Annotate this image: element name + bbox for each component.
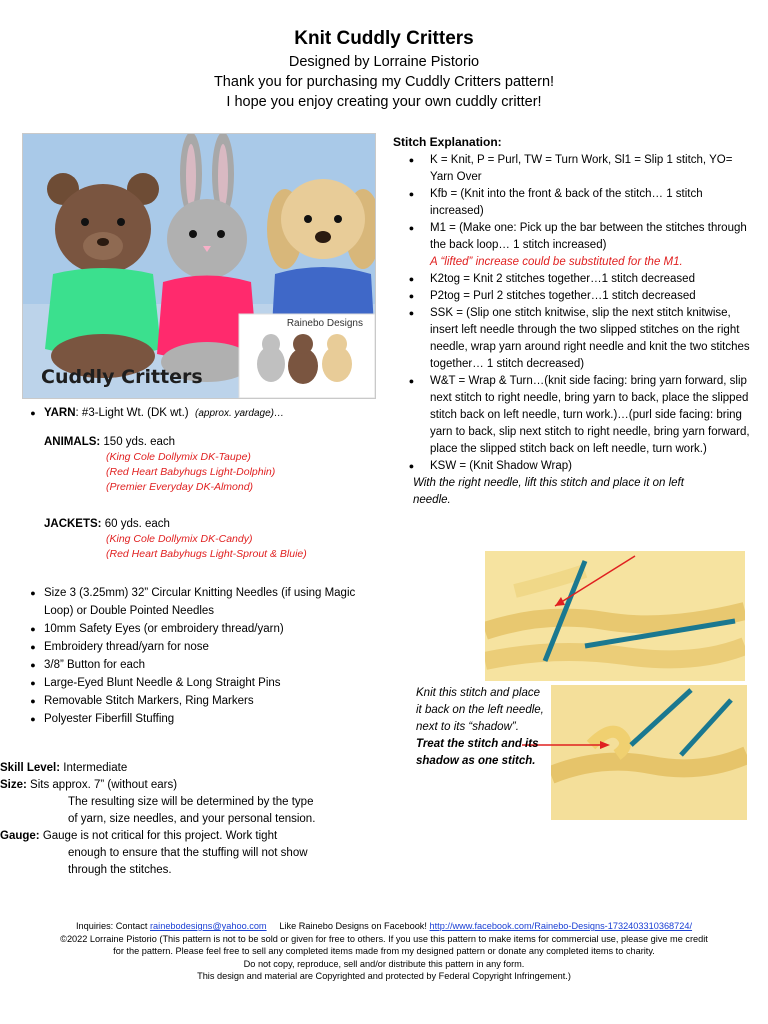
list-item: ● W&T = Wrap & Turn…(knit side facing: bring yarn forward, slip next stitch to right needle, bring yarn to back, place the slipped stitch back on left needle, turn work.)…(purl side facing: bring yarn to back, slip next stitch to right needle, bring yarn forward, place the slipped stitch back on left needle, turn work.)	[393, 373, 753, 458]
list-item: ● KSW = (Knit Shadow Wrap)	[393, 458, 753, 475]
size-note: The resulting size will be determined by the type	[68, 796, 314, 808]
skill-block	[0, 760, 378, 879]
gauge-note: through the stitches.	[68, 864, 172, 876]
yarn-line	[22, 407, 378, 419]
jackets-option: (Red Heart Babyhugs Light-Sprout & Bluie)	[106, 548, 307, 560]
knit-photo-shadow	[551, 685, 747, 820]
jackets-option: (King Cole Dollymix DK-Candy)	[106, 533, 253, 545]
bullet-icon: ●	[408, 308, 415, 318]
bullet-icon: ●	[408, 189, 415, 199]
list-item: ● Embroidery thread/yarn for nose	[22, 638, 378, 656]
stitch-list	[393, 152, 753, 475]
copyright-line: ©2022 Lorraine Pistorio (This pattern is not to be sold or given for free to others. If you use this pattern to make items for commercial use, please give me credit	[60, 933, 708, 944]
list-item: ● Polyester Fiberfill Stuffing	[22, 710, 378, 728]
header	[0, 26, 768, 112]
list-item: ● Large-Eyed Blunt Needle & Long Straight Pins	[22, 674, 378, 692]
animals-option: (King Cole Dollymix DK-Taupe)	[106, 451, 251, 463]
bullet-icon: ●	[408, 461, 415, 471]
footer	[0, 920, 768, 983]
jackets-label: JACKETS:	[44, 518, 102, 530]
list-item: ● 3/8” Button for each	[22, 656, 378, 674]
left-column	[0, 133, 378, 879]
inset-label: Rainebo Designs	[286, 318, 363, 329]
knit-note-bold: Treat the stitch and its shadow as one stitch.	[416, 738, 539, 767]
yarn-note: (approx. yardage)…	[195, 408, 284, 419]
bullet-icon: ●	[30, 660, 36, 670]
copyright-line: Do not copy, reproduce, sell and/or distribute this pattern in any form.	[243, 958, 525, 969]
size-label: Size:	[0, 779, 27, 791]
thanks-line: Thank you for purchasing my Cuddly Critters pattern!	[213, 74, 555, 90]
bullet-icon: ●	[408, 223, 415, 233]
list-item: ● SSK = (Slip one stitch knitwise, slip the next stitch knitwise, insert left needle through the two slipped stitches on the right needle, wrap yarn around right needle and knit the two stitches together… 1 stitch decreased)	[393, 305, 753, 373]
inquiries-text: Inquiries: Contact	[75, 921, 150, 931]
gauge-value: Gauge is not critical for this project. Work tight	[39, 830, 278, 842]
bullet-icon: ●	[408, 291, 415, 301]
copyright-line: This design and material are Copyrighted and protected by Federal Copyright Infringement.)	[197, 971, 571, 981]
animals-option: (Red Heart Babyhugs Light-Dolphin)	[106, 466, 276, 478]
list-item: ● 10mm Safety Eyes (or embroidery thread/yarn)	[22, 620, 378, 638]
bullet-icon: ●	[30, 642, 36, 652]
list-item: ● K2tog = Knit 2 stitches together…1 stitch decreased	[393, 271, 753, 288]
bullet-icon: ●	[30, 408, 36, 418]
yarn-text: : #3-Light Wt. (DK wt.)	[75, 407, 189, 419]
bullet-icon: ●	[30, 678, 36, 688]
animals-block	[22, 435, 378, 495]
knit-photo-lift	[485, 551, 745, 681]
photo-caption: Cuddly Critters	[41, 366, 203, 388]
animals-label: ANIMALS:	[44, 436, 101, 448]
bullet-icon: ●	[30, 696, 36, 706]
skill-level: Intermediate	[60, 762, 128, 774]
bullet-icon: ●	[408, 155, 415, 165]
animals-amount: 150 yds. each	[100, 436, 176, 448]
facebook-text: Like Rainebo Designs on Facebook!	[266, 921, 430, 931]
copyright-line: for the pattern. Please feel free to sell any completed items made from my designed pattern or donate any completed items to charity.	[113, 946, 655, 956]
right-column	[393, 134, 753, 509]
bullet-icon: ●	[408, 274, 415, 284]
bullet-icon: ●	[30, 624, 36, 634]
ksw-note: With the right needle, lift this stitch and place it on left needle.	[413, 477, 684, 506]
stitch-heading: Stitch Explanation:	[393, 135, 502, 149]
gauge-label: Gauge:	[0, 830, 40, 842]
size-value: Sits approx. 7” (without ears)	[26, 779, 178, 791]
facebook-link[interactable]: http://www.facebook.com/Rainebo-Designs-1732403310368724/	[429, 921, 693, 931]
bullet-icon: ●	[30, 714, 36, 724]
knit-note-text: Knit this stitch and place it back on the left needle, next to its “shadow”.	[416, 687, 544, 733]
critters-illustration	[23, 134, 376, 399]
gauge-note: enough to ensure that the stuffing will not show	[68, 847, 308, 859]
list-item: ● Removable Stitch Markers, Ring Markers	[22, 692, 378, 710]
list-item: ● Kfb = (Knit into the front & back of the stitch… 1 stitch increased)	[393, 186, 753, 220]
m1-note: A “lifted” increase could be substituted for the M1.	[430, 256, 683, 268]
email-link[interactable]: rainebodesigns@yahoo.com	[150, 921, 267, 931]
supplies-list	[22, 584, 378, 728]
knit-lift-illustration	[485, 551, 745, 681]
hope-line: I hope you enjoy creating your own cuddly critter!	[226, 94, 542, 110]
knit-note	[416, 685, 544, 770]
animals-option: (Premier Everyday DK-Almond)	[106, 481, 254, 493]
jackets-amount: 60 yds. each	[101, 518, 170, 530]
list-item: ● K = Knit, P = Purl, TW = Turn Work, Sl1 = Slip 1 stitch, YO= Yarn Over	[393, 152, 753, 186]
size-note: of yarn, size needles, and your personal tension.	[68, 813, 316, 825]
list-item: ● P2tog = Purl 2 stitches together…1 stitch decreased	[393, 288, 753, 305]
bullet-icon: ●	[30, 588, 36, 598]
list-item: ● M1 = (Make one: Pick up the bar between the stitches through the back loop… 1 stitch increased) A “lifted” increase could be substituted for the M1.	[393, 220, 753, 271]
skill-label: Skill Level:	[0, 762, 61, 774]
critters-photo	[22, 133, 376, 399]
list-item: ● Size 3 (3.25mm) 32” Circular Knitting Needles (if using Magic Loop) or Double Pointed Needles	[22, 584, 378, 620]
knit-shadow-illustration	[551, 685, 747, 820]
jackets-block	[22, 517, 378, 562]
yarn-label: YARN	[44, 407, 76, 419]
designer-line: Designed by Lorraine Pistorio	[288, 54, 480, 70]
bullet-icon: ●	[408, 376, 415, 386]
page-title: Knit Cuddly Critters	[294, 28, 474, 49]
